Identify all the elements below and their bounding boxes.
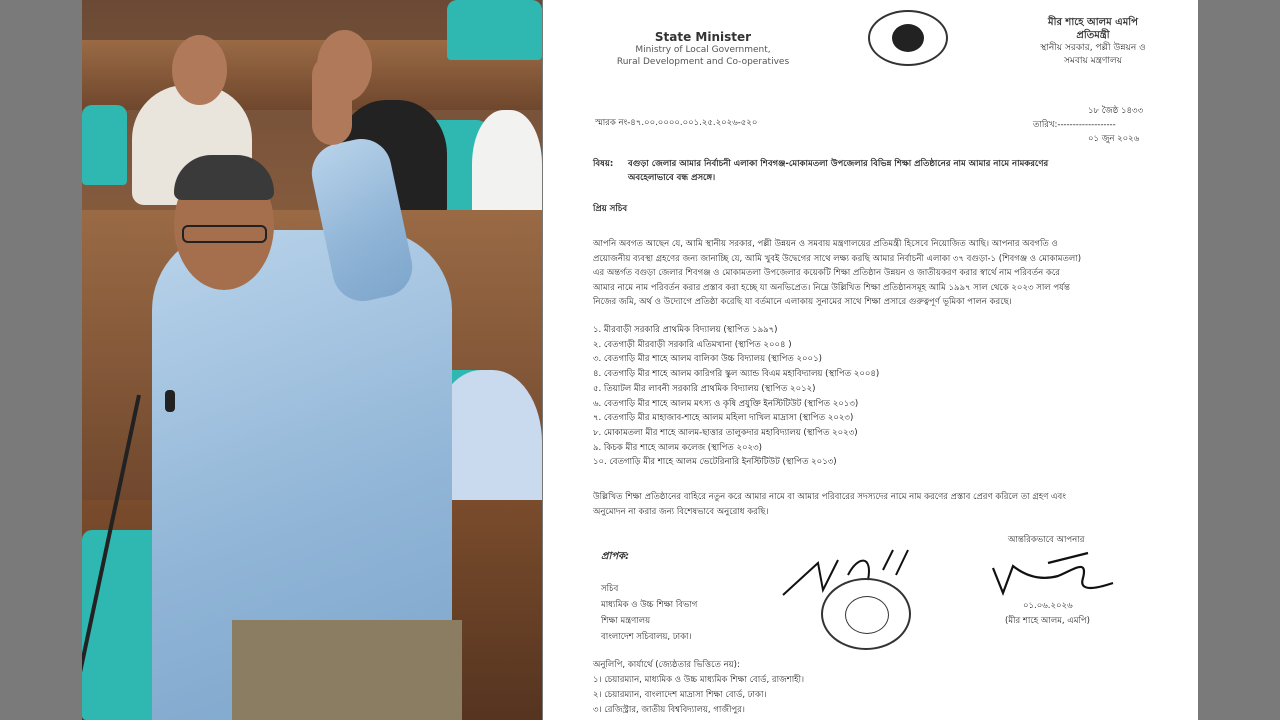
background-person-head bbox=[172, 35, 227, 105]
copy-label: অনুলিপি, কার্যার্থে (জ্যেষ্ঠতার ভিত্তিতে নয়): bbox=[593, 660, 740, 670]
institution-list bbox=[593, 323, 879, 470]
body-line: অনুমোদন না করার জন্য বিশেষভাবে অনুরোধ করছি। bbox=[593, 506, 769, 517]
body-line: এর অন্তর্গত বগুড়া জেলার শিবগঞ্জ ও মোকামতলা উপজেলার কয়েকটি শিক্ষা প্রতিষ্ঠান উন্নয়ন ও জাতীয়করণ করার স্বার্থে নাম পরিবর্তন করে bbox=[593, 268, 1060, 278]
ministry-line2: সমবায় মন্ত্রণালয় bbox=[1063, 56, 1123, 66]
addressee-line: শিক্ষা মন্ত্রণালয় bbox=[601, 616, 651, 626]
letterhead-left bbox=[583, 30, 823, 68]
list-item: ৭. বেতগাড়ি মীর মাহাজাব-শাহে আলম মহিলা দাখিল মাদ্রাসা (স্থাপিত ২০২৩) bbox=[593, 413, 854, 424]
seal-inner-icon bbox=[845, 596, 889, 634]
copy-line: ২। চেয়ারম্যান, বাংলাদেশ মাদ্রাসা শিক্ষা বোর্ড, ঢাকা। bbox=[593, 690, 767, 700]
body-paragraph-1 bbox=[593, 237, 1163, 310]
speaker-hand bbox=[312, 55, 352, 145]
minister-name: মীর শাহে আলম এমপি bbox=[1048, 17, 1138, 28]
glasses-icon bbox=[182, 225, 267, 243]
body-line: প্রয়োজনীয় ব্যবস্থা গ্রহণের জন্য জানাচ্ছি যে, আমি খুবই উদ্বেগের সাথে লক্ষ্য করছি আমার নির্বাচনী এলাকা ৩৭ বগুড়া-১ (শিবগঞ্জ ও মোকামতলা) bbox=[593, 253, 1082, 264]
signature-date: ০১.০৬.২০২৬ bbox=[1023, 601, 1073, 611]
copy-line: ৩। রেজিস্ট্রার, জাতীয় বিশ্ববিদ্যালয়, গাজীপুর। bbox=[593, 705, 745, 715]
microphone-icon bbox=[165, 390, 175, 412]
list-item: ৩. বেতগাড়ি মীর শাহে আলম বালিকা উচ্চ বিদ্যালয় (স্থাপিত ২০০১) bbox=[593, 354, 822, 365]
list-item: ১. মীরবাড়ী সরকারি প্রাথমিক বিদ্যালয় (স্থাপিত ১৯৯৭) bbox=[593, 325, 778, 335]
signatory-name: (মীর শাহে আলম, এমপি) bbox=[1005, 616, 1090, 626]
body-line: আমার নামে নাম পরিবর্তন করার প্রস্তাব করা হচ্ছে যা অনভিপ্রেত। নিম্নে উল্লিখিত শিক্ষা প্রতিষ্ঠানসমূহ আমি ১৯৯৭ সাল থেকে ২০২৩ সাল পর্যন্ত bbox=[593, 282, 1070, 293]
copy-line: ১। চেয়ারম্যান, মাধ্যমিক ও উচ্চ মাধ্যমিক শিক্ষা বোর্ড, রাজশাহী। bbox=[593, 675, 805, 685]
closing-line: আন্তরিকভাবে আপনার bbox=[1008, 535, 1085, 545]
speaker-hair bbox=[174, 155, 274, 200]
letterhead-right bbox=[1008, 16, 1178, 68]
date-english: ০১ জুন ২০২৬ bbox=[1088, 134, 1140, 144]
list-item: ২. বেতগাড়ী মীরবাড়ী সরকারি এতিমখানা (স্থাপিত ২০০৪ ) bbox=[593, 339, 792, 350]
memo-number: স্মারক নং-৪৭.০০.০০০০.০০১.২৫.২০২৬-৫২০ bbox=[595, 118, 758, 128]
minister-signature-icon bbox=[988, 548, 1118, 600]
letterhead-ministry: Ministry of Local Government, bbox=[635, 45, 771, 55]
parliament-photo bbox=[82, 0, 542, 720]
date-bangla: ১৮ জৈষ্ঠ ১৪৩৩ bbox=[1088, 106, 1144, 116]
list-item: ৯. কিচক মীর শাহে আলম কলেজ (স্থাপিত ২০২৩) bbox=[593, 442, 762, 453]
body-line: উল্লিখিত শিক্ষা প্রতিষ্ঠানের বাহিরে নতুন করে আমার নামে বা আমার পরিবারের সদস্যদের নামে নাম করণের প্রস্তাব প্রেরণ করিলে তা গ্রহণ এবং bbox=[593, 492, 1066, 502]
map-emblem-icon bbox=[892, 24, 924, 52]
body-line: আপনি অবগত আছেন যে, আমি স্থানীয় সরকার, পল্লী উন্নয়ন ও সমবায় মন্ত্রণালয়ের প্রতিমন্ত্রী হিসেবে নিয়োজিত আছি। আপনার অবগতি ও bbox=[593, 239, 1058, 249]
seat bbox=[82, 105, 127, 185]
left-margin bbox=[0, 0, 82, 720]
official-seal-icon bbox=[821, 578, 911, 650]
ministry-line1: স্থানীয় সরকার, পল্লী উন্নয়ন ও bbox=[1040, 43, 1146, 53]
subject-line-1: বগুড়া জেলার আমার নির্বাচনী এলাকা শিবগঞ্জ-মোকামতলা উপজেলার বিভিন্ন শিক্ষা প্রতিষ্ঠানের নাম আমার নামে নামকরণের bbox=[628, 159, 1049, 169]
subject-line-2: অবহেলাভাবে বন্ধ প্রসঙ্গে। bbox=[628, 173, 716, 183]
body-paragraph-2 bbox=[593, 490, 1163, 519]
body-line: নিজের জমি, অর্থ ও উদ্যোগে প্রতিষ্ঠা করেছি যা বর্তমানে এলাকায় সুনামের সাথে শিক্ষা প্রসারে গুরুত্বপূর্ণ ভূমিকা পালন করছে। bbox=[593, 297, 1012, 307]
list-item: ১০. বেতগাড়ি মীর শাহে আলম ভেটেরিনারি ইনস্টিটিউট (স্থাপিত ২০১৩) bbox=[593, 457, 837, 468]
government-emblem-icon bbox=[868, 10, 948, 66]
letterhead-title: State Minister bbox=[654, 30, 752, 44]
addressee-line: বাংলাদেশ সচিবালয়, ঢাকা। bbox=[601, 632, 692, 642]
letterhead-division: Rural Development and Co-operatives bbox=[616, 57, 790, 67]
subject-label: বিষয়: bbox=[593, 159, 614, 169]
list-item: ৪. বেতগাড়ি মীর শাহে আলম কারিগরি স্কুল অ্যান্ড বিএম মহাবিদ্যালয় (স্থাপিত ২০০৪) bbox=[593, 369, 880, 380]
list-item: ৫. তিয়াটল মীর লাবনী সরকারি প্রাথমিক বিদ্যালয় (স্থাপিত ২০১২) bbox=[593, 383, 816, 394]
addressee-line: মাধ্যমিক ও উচ্চ শিক্ষা বিভাগ bbox=[601, 600, 698, 610]
list-item: ৮. মোকামতলা মীর শাহে আলম-ছাত্তার তালুকদার মহাবিদ্যালয় (স্থাপিত ২০২৩) bbox=[593, 427, 858, 438]
seat bbox=[447, 0, 542, 60]
speaker-trousers bbox=[232, 620, 462, 720]
official-letter bbox=[543, 0, 1198, 720]
salutation: প্রিয় সচিব bbox=[593, 204, 628, 214]
addressee-line: সচিব bbox=[601, 584, 619, 594]
right-margin bbox=[1198, 0, 1280, 720]
date-label: তারিখ:------------------- bbox=[1033, 120, 1116, 130]
list-item: ৬. বেতগাড়ি মীর শাহে আলম মৎস্য ও কৃষি প্রযুক্তি ইনস্টিটিউট (স্থাপিত ২০১৩) bbox=[593, 398, 859, 409]
addressee-label: প্রাপক: bbox=[601, 551, 630, 562]
minister-title: প্রতিমন্ত্রী bbox=[1076, 30, 1110, 41]
